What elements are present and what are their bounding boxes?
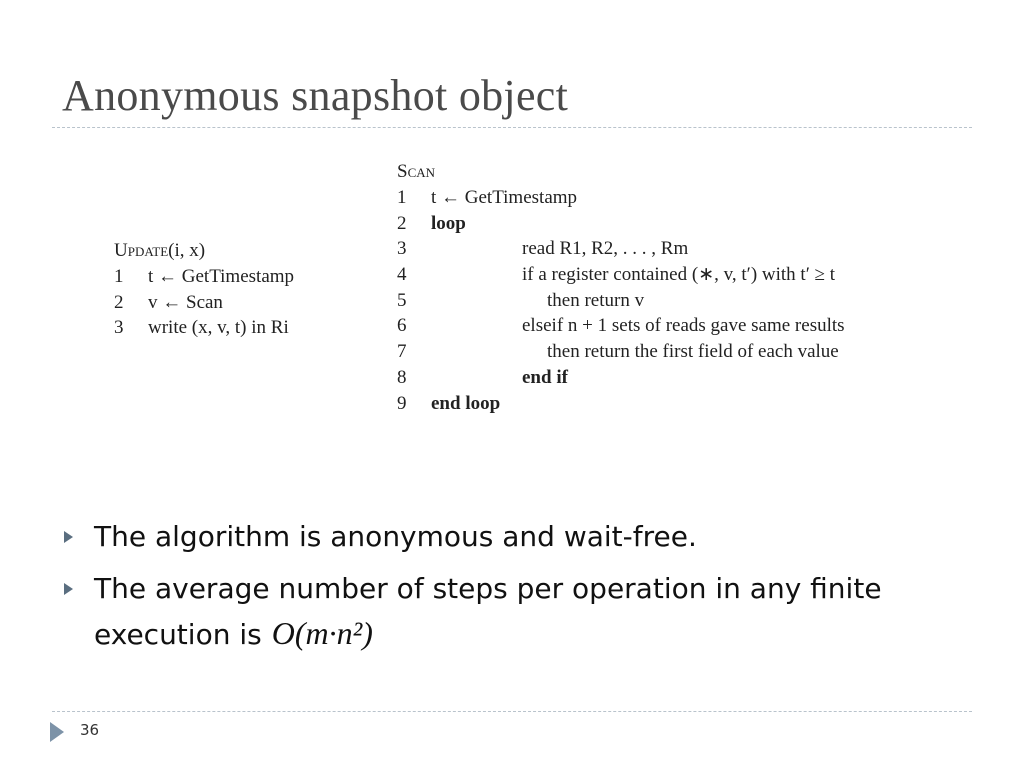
line-text: then return the first field of each value [547,341,839,363]
line-number: 8 [397,366,407,388]
update-line [114,264,294,290]
scan-line [397,391,501,417]
line-text: elseif n + 1 sets of reads gave same results [522,315,845,337]
line-text: v ← Scan [148,291,223,313]
scan-line [397,339,839,365]
line-number: 1 [397,187,407,208]
line-text: end loop [431,392,501,414]
line-number: 2 [397,212,407,234]
line-number: 5 [397,289,407,311]
scan-line [397,262,836,288]
title-divider [52,127,972,128]
line-number: 2 [114,291,124,313]
slide-title: Anonymous snapshot object [62,71,569,120]
scan-line [397,236,689,262]
line-text: t ← GetTimestamp [431,187,578,208]
footer-divider [52,711,972,712]
triangle-bullet-icon [64,531,73,543]
bullet-item [64,515,964,559]
line-number: 4 [397,264,407,286]
line-text: then return v [547,289,645,311]
line-text: loop [431,212,466,234]
line-text: if a register contained (∗, v, t′) with t′ ≥ t [522,264,836,286]
line-number: 9 [397,392,407,414]
update-header-name: Update [114,240,169,261]
line-text: t ← GetTimestamp [148,266,295,287]
scan-header: Scan [397,161,436,182]
footer-triangle-icon [50,722,64,742]
bullet-text: The algorithm is anonymous and wait-free. [94,520,697,553]
line-number: 3 [114,317,124,339]
complexity-formula: O(m·n²) [271,615,373,651]
line-number: 3 [397,238,407,260]
bullet-list [64,515,964,657]
line-number: 1 [114,266,124,287]
scan-algorithm [397,159,845,416]
line-text: end if [522,366,568,388]
scan-line [397,211,466,237]
line-number: 7 [397,341,407,363]
update-algorithm [114,238,294,341]
update-header-params: (i, x) [168,240,206,261]
line-text: write (x, v, t) in Ri [148,317,289,339]
scan-line [397,288,645,314]
update-line [114,315,294,341]
line-text: read R1, R2, . . . , Rm [522,238,689,260]
update-header [114,238,294,264]
update-line [114,290,294,316]
scan-line [397,313,845,339]
line-number: 6 [397,315,407,337]
bullet-item [64,567,964,657]
bullet-text: The average number of steps per operation in any finite execution is [94,572,882,651]
scan-line [397,365,568,391]
page-number: 36 [80,721,100,739]
triangle-bullet-icon [64,583,73,595]
scan-line [397,185,578,211]
